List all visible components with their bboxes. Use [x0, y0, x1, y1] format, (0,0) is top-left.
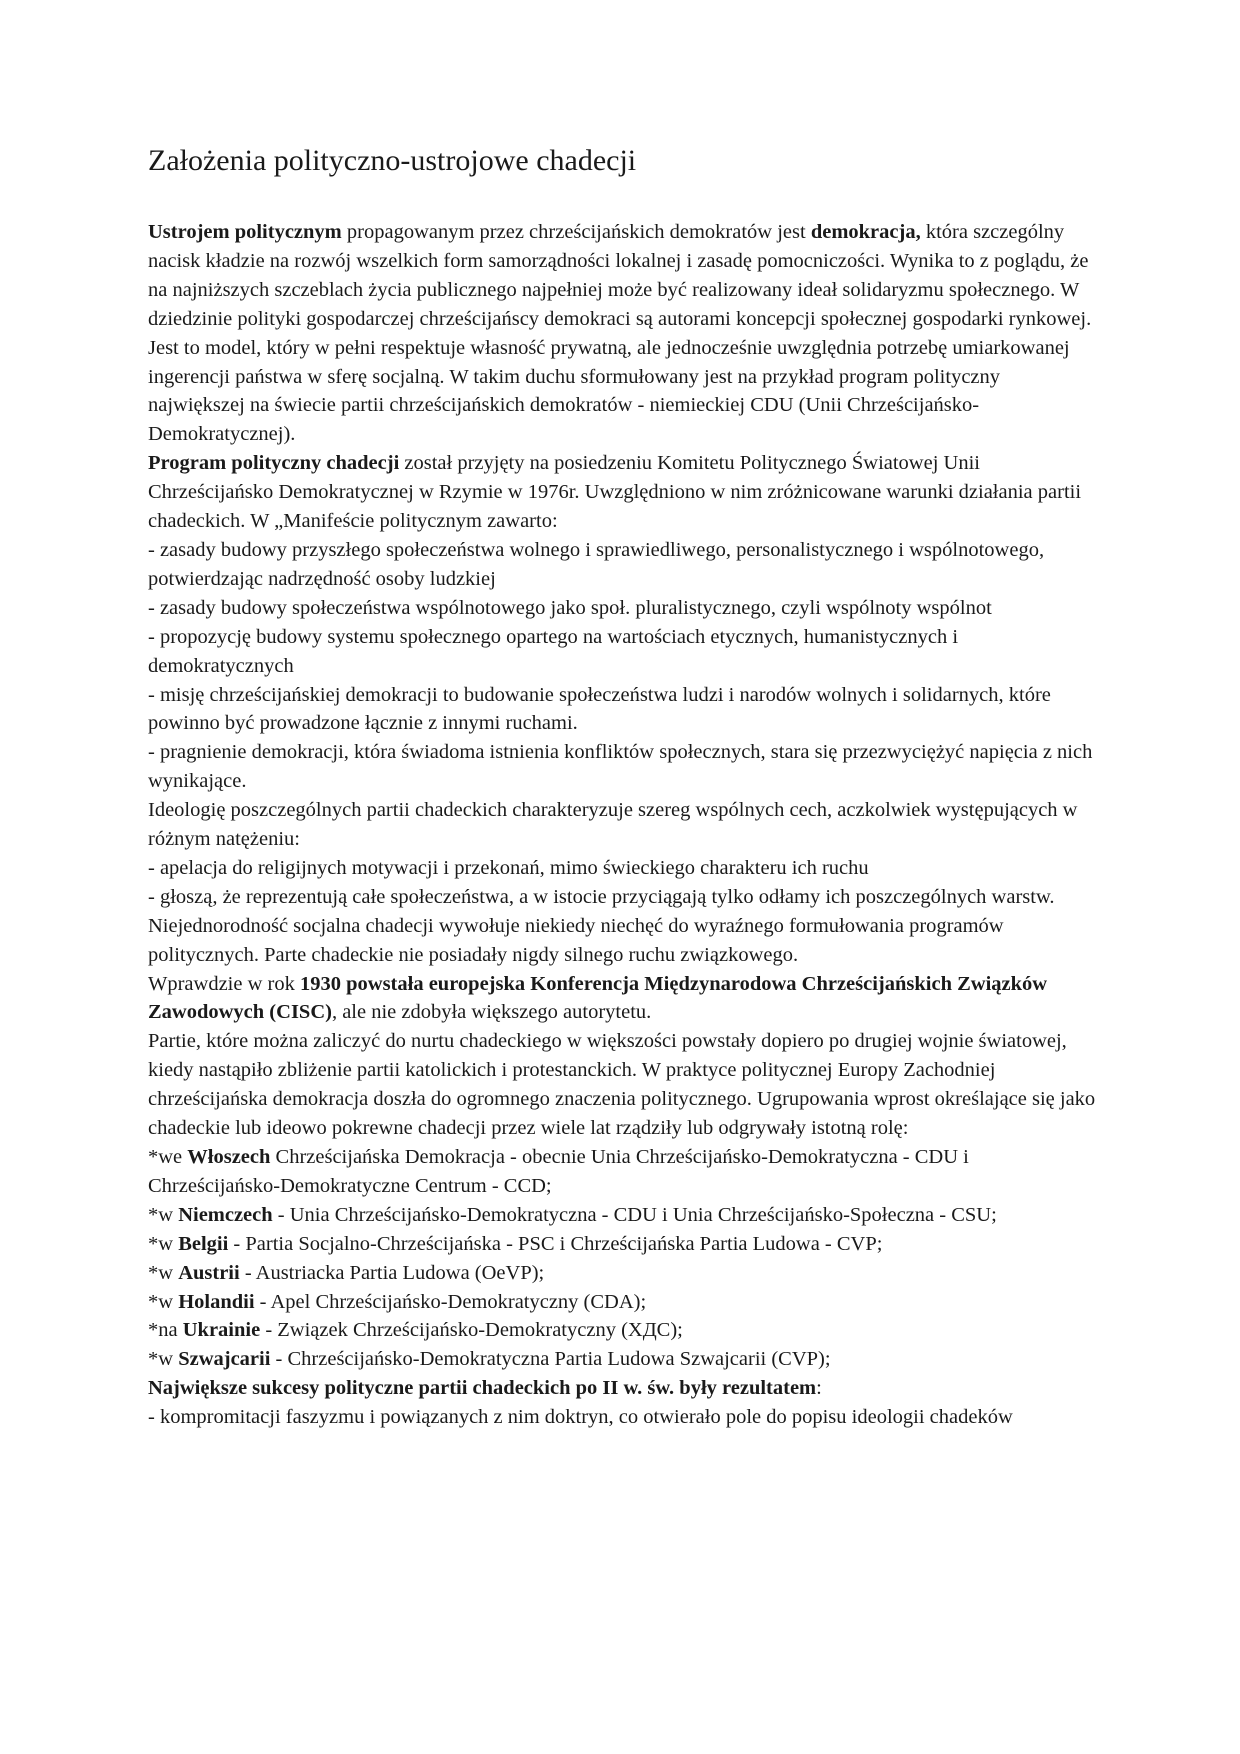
text-run: , ale nie zdobyła większego autorytetu.: [331, 1001, 652, 1024]
text-run: Wprawdzie w rok: [148, 972, 300, 995]
paragraph-cisc: [148, 970, 1098, 1028]
country-name: Belgii: [178, 1232, 229, 1255]
list-item: - apelacja do religijnych motywacji i przekonań, mimo świeckiego charakteru ich ruchu: [148, 856, 869, 879]
text-run: - Chrześcijańsko-Demokratyczna Partia Ludowa Szwajcarii (CVP);: [270, 1348, 831, 1371]
text-run: został przyjęty na posiedzeniu Komitetu Politycznego Światowej Unii Chrześcijańsko Demokratycznej w Rzymie w 1976r. Uwzględniono w nim zróżnicowane warunki działania partii chadeckich. W „Manifeście politycznym zawarto:: [148, 452, 1082, 533]
country-name: Szwajcarii: [178, 1348, 271, 1371]
country-item: [148, 1230, 1098, 1259]
list-item: - zasady budowy społeczeństwa wspólnotowego jako społ. pluralistycznego, czyli wspólnoty wspólnot: [148, 596, 992, 619]
country-item: [148, 1345, 1098, 1374]
text-run: *w: [148, 1232, 179, 1255]
text-run: :: [816, 1377, 822, 1400]
country-item: [148, 1288, 1098, 1317]
document-body: [148, 218, 1098, 1432]
list-item: - głoszą, że reprezentują całe społeczeństwa, a w istocie przyciągają tylko odłamy ich poszczególnych warstw.: [148, 885, 1055, 908]
list-item: - pragnienie demokracji, która świadoma istnienia konfliktów społecznych, stara się przezwyciężyć napięcia z nich wynikające.: [148, 741, 1093, 793]
paragraph-ustroj: [148, 218, 1098, 449]
document-title: Założenia polityczno-ustrojowe chadecji: [148, 144, 637, 177]
country-name: Ukrainie: [182, 1319, 261, 1342]
bold-term: demokracja,: [810, 221, 921, 243]
paragraph-sukcesy: [148, 1374, 1098, 1403]
text-run: *w: [148, 1290, 179, 1313]
paragraph-partie: Partie, które można zaliczyć do nurtu chadeckiego w większości powstały dopiero po drugiej wojnie światowej, kiedy nastąpiło zbliżenie partii katolickich i protestanckich. W praktyce politycznej Europy Zachodniej chrześcijańska demokracja doszła do ogromnego znaczenia politycznego. Ugrupowania wprost określające się jako chadeckie lub ideowo pokrewne chadecji przez wiele lat rządziły lub odgrywały istotną rolę:: [148, 1030, 1096, 1140]
text-run: *na: [148, 1319, 183, 1342]
text-run: *w: [148, 1203, 179, 1226]
country-name: Włoszech: [187, 1146, 271, 1168]
text-run: *w: [148, 1348, 179, 1371]
text-run: *we: [148, 1146, 188, 1168]
country-name: Holandii: [178, 1290, 255, 1313]
text-run: - Unia Chrześcijańsko-Demokratyczna - CDU i Unia Chrześcijańsko-Społeczna - CSU;: [272, 1203, 997, 1226]
bold-term: Największe sukcesy polityczne partii chadeckich po II w. św. były rezultatem: [148, 1377, 817, 1400]
list-item: - kompromitacji faszyzmu i powiązanych z nim doktryn, co otwierało pole do popisu ideologii chadeków: [148, 1406, 1013, 1429]
document-page: [148, 140, 1098, 1432]
country-item: [148, 1201, 1098, 1230]
country-item: [148, 1143, 1098, 1201]
text-run: propagowanym przez chrześcijańskich demokratów jest: [341, 221, 811, 243]
bold-term: Program polityczny chadecji: [148, 452, 400, 475]
paragraph-niejednorodnosc: Niejednorodność socjalna chadecji wywołuje niekiedy niechęć do wyraźnego formułowania programów politycznych. Parte chadeckie nie posiadały nigdy silnego ruchu związkowego.: [148, 914, 1004, 966]
text-run: *w: [148, 1261, 179, 1284]
bold-term: 1930 powstała europejska Konferencja Międzynarodowa Chrześcijańskich Związków Zawodowych (CISC): [148, 972, 1048, 1024]
list-item: - misję chrześcijańskiej demokracji to budowanie społeczeństwa ludzi i narodów wolnych i solidarnych, które powinno być prowadzone łącznie z innymi ruchami.: [148, 683, 1051, 735]
country-name: Niemczech: [178, 1203, 273, 1226]
bold-term: Ustrojem politycznym: [148, 221, 342, 243]
text-run: - Apel Chrześcijańsko-Demokratyczny (CDA);: [254, 1290, 647, 1313]
paragraph-ideologia: Ideologię poszczególnych partii chadeckich charakteryzuje szereg wspólnych cech, aczkolwiek występujących w różnym natężeniu:: [148, 799, 1078, 851]
country-item: [148, 1316, 1098, 1345]
text-run: - Partia Socjalno-Chrześcijańska - PSC i Chrześcijańska Partia Ludowa - CVP;: [228, 1232, 883, 1255]
text-run: która szczególny nacisk kładzie na rozwój wszelkich form samorządności lokalnej i zasadę pomocniczości. Wynika to z poglądu, że na najniższych szczeblach życia publicznego najpełniej może być realizowany ideał solidaryzmu społecznego. W dziedzinie polityki gospodarczej chrześcijańscy demokraci są autorami koncepcji społecznej gospodarki rynkowej. Jest to model, który w pełni respektuje własność prywatną, ale jednocześnie uwzględnia potrzebę umiarkowanej ingerencji państwa w sferę socjalną. W takim duchu sformułowany jest na przykład program polityczny największej na świecie partii chrześcijańskich demokratów - niemieckiej CDU (Unii Chrześcijańsko-Demokratycznej).: [148, 221, 1092, 446]
text-run: - Austriacka Partia Ludowa (OeVP);: [239, 1261, 545, 1284]
text-run: Chrześcijańska Demokracja - obecnie Unia Chrześcijańsko-Demokratyczna - CDU i Chrześcijańsko-Demokratyczne Centrum - CCD;: [148, 1146, 969, 1197]
country-name: Austrii: [178, 1261, 240, 1284]
text-run: - Związek Chrześcijańsko-Demokratyczny (ХДС);: [260, 1319, 683, 1342]
paragraph-program: [148, 449, 1098, 536]
list-item: - zasady budowy przyszłego społeczeństwa wolnego i sprawiedliwego, personalistycznego i wspólnotowego, potwierdzając nadrzędność osoby ludzkiej: [148, 538, 1045, 590]
country-item: [148, 1259, 1098, 1288]
list-item: - propozycję budowy systemu społecznego opartego na wartościach etycznych, humanistycznych i demokratycznych: [148, 625, 959, 677]
